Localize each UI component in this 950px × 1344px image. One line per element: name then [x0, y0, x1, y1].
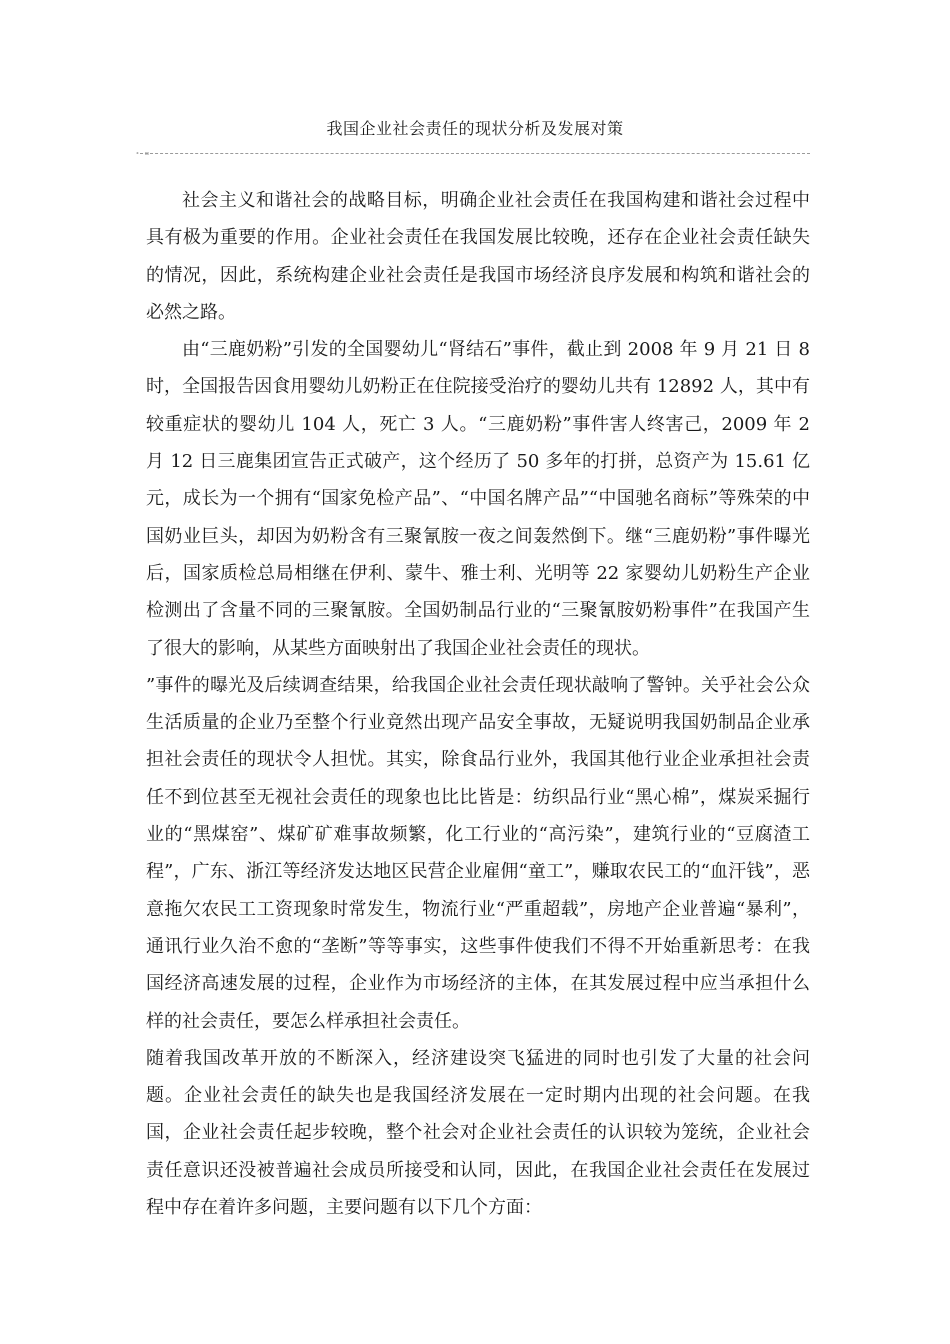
paragraph-problems: 随着我国改革开放的不断深入，经济建设突飞猛进的同时也引发了大量的社会问题。企业社会责任的缺失也是我国经济发展在一定时期内出现的社会问题。在我国，企业社会责任起步较晚，整个社会对企业社会责任的认识较为笼统，企业社会责任意识还没被普遍社会成员所接受和认同，因此，在我国企业社会责任在发展过程中存在着许多问题，主要问题有以下几个方面： [146, 1047, 810, 1219]
document-body [146, 182, 810, 1226]
paragraph-sanlu-incident: 由“三鹿奶粉”引发的全国婴幼儿“肾结石”事件，截止到 2008 年 9 月 21 日 8 时，全国报告因食用婴幼儿奶粉正在住院接受治疗的婴幼儿共有 12892 人，其中有较重症状的婴幼儿 104 人，死亡 3 人。“三鹿奶粉”事件害人终害己，2009 年 2 月 12 日三鹿集团宣告正式破产，这个经历了 50 多年的打拼，总资产为 15.61 亿元，成长为一个拥有“国家免检产品”、“中国名牌产品”“中国驰名商标”等殊荣的中国奶业巨头，却因为奶粉含有三聚氰胺一夜之间轰然倒下。继“三鹿奶粉”事件曝光后，国家质检总局相继在伊利、蒙牛、雅士利、光明等 22 家婴幼儿奶粉生产企业检测出了含量不同的三聚氰胺。全国奶制品行业的“三聚氰胺奶粉事件”在我国产生了很大的影响，从某些方面映射出了我国企业社会责任的现状。 [146, 339, 810, 659]
paragraph-intro: 社会主义和谐社会的战略目标，明确企业社会责任在我国构建和谐社会过程中具有极为重要的作用。企业社会责任在我国发展比较晚，还存在企业社会责任缺失的情况，因此，系统构建企业社会责任是我国市场经济良序发展和构筑和谐社会的必然之路。 [146, 190, 810, 323]
header-divider [140, 153, 810, 154]
paragraph-industry-issues: ”事件的曝光及后续调查结果，给我国企业社会责任现状敲响了警钟。关乎社会公众生活质量的企业乃至整个行业竟然出现产品安全事故，无疑说明我国奶制品企业承担社会责任的现状令人担忧。其实，除食品行业外，我国其他行业企业承担社会责任不到位甚至无视社会责任的现象也比比皆是：纺织品行业“黑心棉”，煤炭采掘行业的“黑煤窑”、煤矿矿难事故频繁，化工行业的“高污染”，建筑行业的“豆腐渣工程”，广东、浙江等经济发达地区民营企业雇佣“童工”，赚取农民工的“血汗钱”，恶意拖欠农民工工资现象时常发生，物流行业“严重超载”，房地产企业普遍“暴利”，通讯行业久治不愈的“垄断”等等事实，这些事件使我们不得不开始重新思考：在我国经济高速发展的过程，企业作为市场经济的主体，在其发展过程中应当承担什么样的社会责任，要怎么样承担社会责任。 [146, 674, 810, 1032]
header-rule-marks: ∘ ▫ [136, 150, 151, 157]
document-title: 我国企业社会责任的现状分析及发展对策 [326, 119, 624, 138]
